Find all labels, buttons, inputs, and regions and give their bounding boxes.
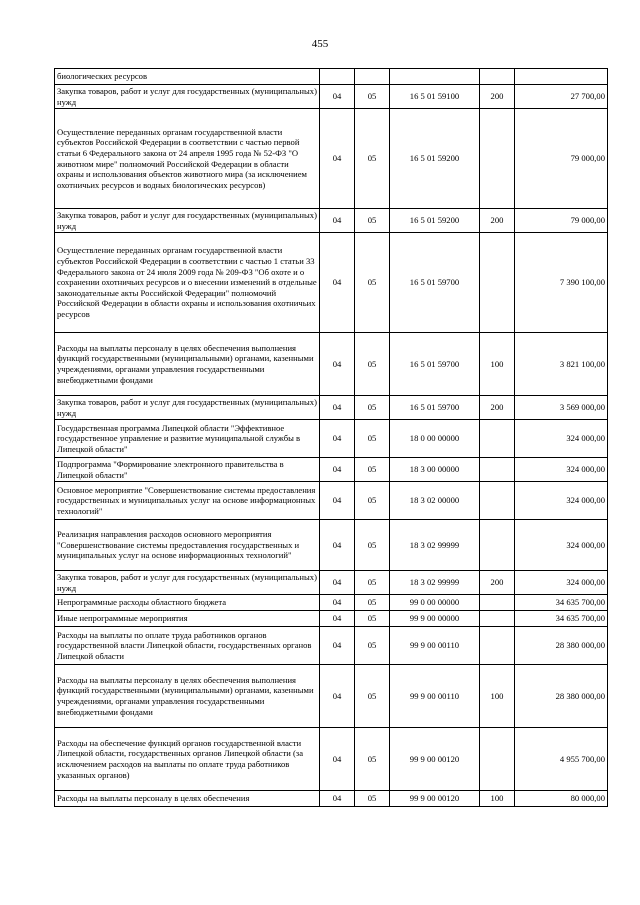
row-subsection: 05	[355, 791, 390, 807]
table-row	[55, 69, 608, 85]
row-amount: 28 380 000,00	[515, 627, 608, 665]
row-target-code: 99 9 00 00110	[390, 665, 480, 728]
row-section: 04	[320, 209, 355, 233]
row-target-code: 16 5 01 59100	[390, 85, 480, 109]
table-row	[55, 627, 608, 665]
row-expense-type	[480, 482, 515, 520]
row-name: Расходы на выплаты по оплате труда работников органов государственной власти Липецкой области, государственных органов Липецкой области	[55, 627, 320, 665]
row-subsection: 05	[355, 209, 390, 233]
row-subsection: 05	[355, 396, 390, 420]
row-subsection: 05	[355, 728, 390, 791]
row-target-code: 16 5 01 59700	[390, 333, 480, 396]
row-name: биологических ресурсов	[55, 69, 320, 85]
row-name: Подпрограмма "Формирование электронного правительства в Липецкой области"	[55, 458, 320, 482]
row-section: 04	[320, 420, 355, 458]
row-subsection	[355, 69, 390, 85]
row-amount: 28 380 000,00	[515, 665, 608, 728]
row-subsection: 05	[355, 458, 390, 482]
row-expense-type: 200	[480, 85, 515, 109]
row-subsection: 05	[355, 665, 390, 728]
page-number: 455	[311, 38, 329, 50]
row-name: Расходы на выплаты персоналу в целях обеспечения выполнения функций государственными (муниципальными) органами, казенными учреждениями, органами управления государственными внебюджетными фондами	[55, 665, 320, 728]
row-section: 04	[320, 396, 355, 420]
row-name: Осуществление переданных органам государственной власти субъектов Российской Федерации в соответствии с частью первой статьи 6 Федерального закона от 24 апреля 1995 года № 52-ФЗ "О животном мире" полномочий Российской Федерации в области охраны и использования объектов животного мира (за исключением охотничьих ресурсов и водных биологических ресурсов)	[55, 109, 320, 209]
row-amount: 3 569 000,00	[515, 396, 608, 420]
row-name: Государственная программа Липецкой области "Эффективное государственное управление и развитие муниципальной службы в Липецкой области"	[55, 420, 320, 458]
row-name: Иные непрограммные мероприятия	[55, 611, 320, 627]
row-target-code: 18 3 02 99999	[390, 571, 480, 595]
row-subsection: 05	[355, 420, 390, 458]
table-row	[55, 520, 608, 571]
table-row	[55, 85, 608, 109]
row-name: Расходы на выплаты персоналу в целях обеспечения	[55, 791, 320, 807]
row-name: Реализация направления расходов основного мероприятия "Совершенствование системы предоставления государственных и муниципальных услуг на основе информационных технологий"	[55, 520, 320, 571]
table-row	[55, 728, 608, 791]
row-expense-type: 200	[480, 571, 515, 595]
row-amount: 27 700,00	[515, 85, 608, 109]
row-subsection: 05	[355, 85, 390, 109]
row-target-code: 16 5 01 59200	[390, 109, 480, 209]
row-amount: 80 000,00	[515, 791, 608, 807]
row-target-code: 99 9 00 00120	[390, 791, 480, 807]
row-name: Основное мероприятие "Совершенствование системы предоставления государственных и муниципальных услуг на основе информационных технологий"	[55, 482, 320, 520]
row-name: Закупка товаров, работ и услуг для государственных (муниципальных) нужд	[55, 571, 320, 595]
row-amount: 324 000,00	[515, 482, 608, 520]
row-expense-type	[480, 109, 515, 209]
row-name: Расходы на выплаты персоналу в целях обеспечения выполнения функций государственными (муниципальными) органами, казенными учреждениями, органами управления государственными внебюджетными фондами	[55, 333, 320, 396]
row-expense-type	[480, 595, 515, 611]
row-amount: 34 635 700,00	[515, 595, 608, 611]
row-target-code: 99 0 00 00000	[390, 595, 480, 611]
table-row	[55, 791, 608, 807]
row-section: 04	[320, 665, 355, 728]
row-amount: 79 000,00	[515, 209, 608, 233]
row-expense-type	[480, 420, 515, 458]
row-section: 04	[320, 627, 355, 665]
row-section: 04	[320, 109, 355, 209]
row-amount: 324 000,00	[515, 520, 608, 571]
table-row	[55, 396, 608, 420]
row-expense-type: 200	[480, 209, 515, 233]
row-target-code: 18 3 00 00000	[390, 458, 480, 482]
row-name: Осуществление переданных органам государственной власти субъектов Российской Федерации в соответствии с частью 1 статьи 33 Федерального закона от 24 июля 2009 года № 209-ФЗ "Об охоте и о сохранении охотничьих ресурсов и о внесении изменений в отдельные законодательные акты Российской Федерации" полномочий Российской Федерации в области охраны и использования охотничьих ресурсов	[55, 233, 320, 333]
row-amount: 3 821 100,00	[515, 333, 608, 396]
row-expense-type: 100	[480, 333, 515, 396]
row-amount: 324 000,00	[515, 571, 608, 595]
row-section: 04	[320, 85, 355, 109]
table-row	[55, 420, 608, 458]
row-target-code: 99 9 00 00110	[390, 627, 480, 665]
table-row	[55, 233, 608, 333]
row-target-code: 16 5 01 59200	[390, 209, 480, 233]
row-subsection: 05	[355, 233, 390, 333]
row-section: 04	[320, 520, 355, 571]
row-subsection: 05	[355, 109, 390, 209]
row-expense-type	[480, 458, 515, 482]
table-row	[55, 458, 608, 482]
budget-table	[54, 68, 608, 807]
row-target-code: 16 5 01 59700	[390, 233, 480, 333]
row-section	[320, 69, 355, 85]
row-section: 04	[320, 571, 355, 595]
row-subsection: 05	[355, 595, 390, 611]
table-row	[55, 665, 608, 728]
table-row	[55, 333, 608, 396]
row-expense-type	[480, 611, 515, 627]
row-expense-type	[480, 69, 515, 85]
row-amount: 4 955 700,00	[515, 728, 608, 791]
row-subsection: 05	[355, 611, 390, 627]
row-section: 04	[320, 482, 355, 520]
table-row	[55, 595, 608, 611]
row-subsection: 05	[355, 333, 390, 396]
row-target-code: 99 9 00 00000	[390, 611, 480, 627]
row-section: 04	[320, 233, 355, 333]
table-row	[55, 611, 608, 627]
row-amount: 324 000,00	[515, 458, 608, 482]
row-subsection: 05	[355, 571, 390, 595]
table-row	[55, 482, 608, 520]
row-subsection: 05	[355, 482, 390, 520]
row-target-code: 18 3 02 99999	[390, 520, 480, 571]
row-expense-type: 100	[480, 665, 515, 728]
table-row	[55, 571, 608, 595]
row-target-code	[390, 69, 480, 85]
row-expense-type: 200	[480, 396, 515, 420]
row-amount: 34 635 700,00	[515, 611, 608, 627]
row-section: 04	[320, 611, 355, 627]
row-subsection: 05	[355, 627, 390, 665]
row-section: 04	[320, 595, 355, 611]
table-row	[55, 209, 608, 233]
row-section: 04	[320, 333, 355, 396]
row-target-code: 16 5 01 59700	[390, 396, 480, 420]
row-expense-type	[480, 627, 515, 665]
row-expense-type: 100	[480, 791, 515, 807]
row-expense-type	[480, 233, 515, 333]
row-amount: 324 000,00	[515, 420, 608, 458]
row-name: Непрограммные расходы областного бюджета	[55, 595, 320, 611]
row-name: Закупка товаров, работ и услуг для государственных (муниципальных) нужд	[55, 85, 320, 109]
row-target-code: 18 3 02 00000	[390, 482, 480, 520]
table-row	[55, 109, 608, 209]
row-section: 04	[320, 791, 355, 807]
row-target-code: 99 9 00 00120	[390, 728, 480, 791]
row-name: Закупка товаров, работ и услуг для государственных (муниципальных) нужд	[55, 209, 320, 233]
row-name: Закупка товаров, работ и услуг для государственных (муниципальных) нужд	[55, 396, 320, 420]
row-target-code: 18 0 00 00000	[390, 420, 480, 458]
row-subsection: 05	[355, 520, 390, 571]
row-amount: 7 390 100,00	[515, 233, 608, 333]
row-expense-type	[480, 520, 515, 571]
row-section: 04	[320, 728, 355, 791]
row-name: Расходы на обеспечение функций органов государственной власти Липецкой области, государственных органов Липецкой области (за исключением расходов на выплаты по оплате труда работников указанных органов)	[55, 728, 320, 791]
row-expense-type	[480, 728, 515, 791]
row-amount: 79 000,00	[515, 109, 608, 209]
row-amount	[515, 69, 608, 85]
row-section: 04	[320, 458, 355, 482]
